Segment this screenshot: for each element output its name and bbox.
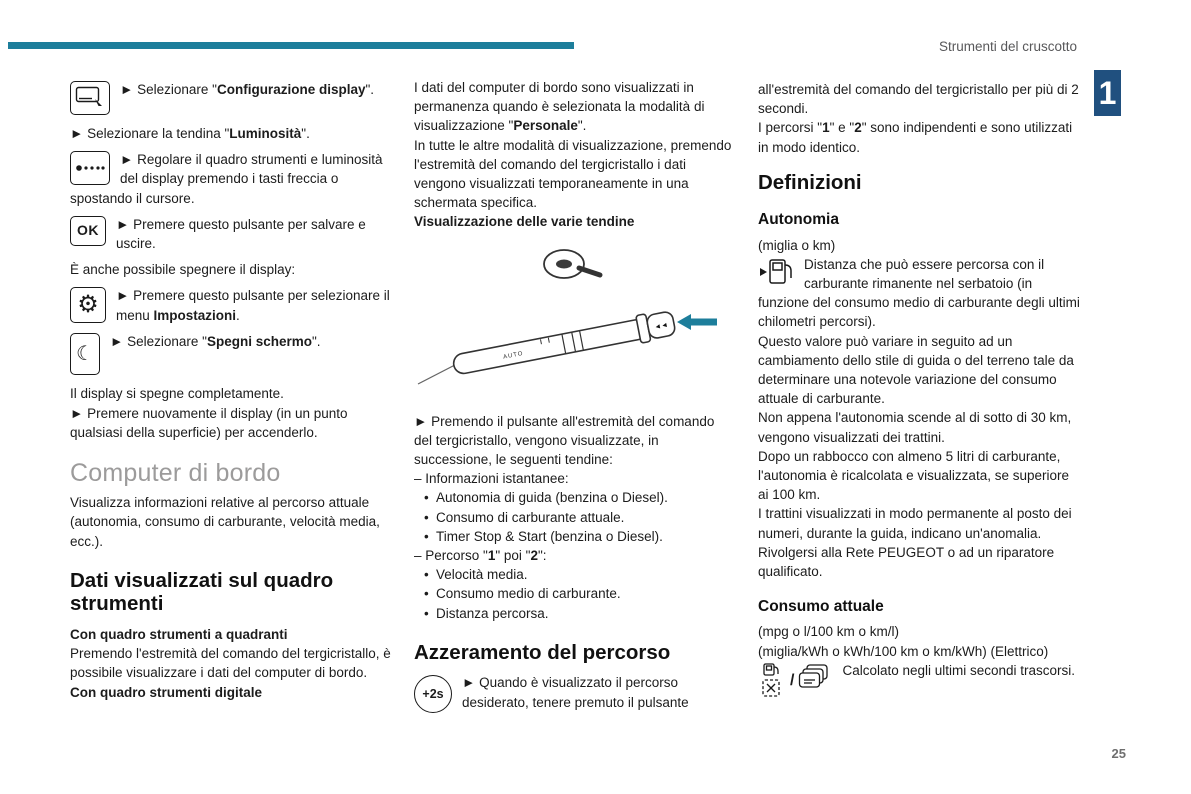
touchscreen-icon bbox=[70, 81, 110, 115]
list-item: • Autonomia di guida (benzina o Diesel). bbox=[414, 488, 736, 507]
body-text: ► Premere nuovamente il display (in un punto qualsiasi della superficie) per accenderlo. bbox=[70, 405, 348, 440]
definition-consumo bbox=[758, 661, 1080, 701]
instruction-text: ► Selezionare la tendina "Luminosità". bbox=[70, 126, 310, 141]
subsection-title-consumo-attuale: Consumo attuale bbox=[758, 598, 884, 616]
list-intro: – Percorso "1" poi "2": bbox=[414, 548, 547, 564]
body-text: ► Premendo il pulsante all'estremità del comando del tergicristallo, vengono visualizzate, in successione, le seguenti tendine: bbox=[414, 413, 715, 468]
consumption-icons bbox=[758, 663, 832, 699]
list-item: • Timer Stop & Start (benzina o Diesel). bbox=[414, 527, 736, 546]
body-text: Non appena l'autonomia scende al di sotto di 30 km, vengono visualizzati dei trattini. bbox=[758, 410, 1072, 445]
list-item: • Consumo medio di carburante. bbox=[414, 584, 736, 603]
fuel-flow-icon bbox=[758, 663, 786, 699]
trip-info-list bbox=[414, 565, 736, 623]
fuel-pump-icon bbox=[758, 256, 794, 288]
body-text: È anche possibile spegnere il display: bbox=[70, 262, 296, 278]
subsection-label: Con quadro strumenti digitale bbox=[70, 684, 263, 700]
energy-flow-icon bbox=[798, 663, 832, 693]
instruction-reset bbox=[414, 673, 736, 715]
slash-separator: / bbox=[790, 672, 795, 690]
wiper-stalk-illustration bbox=[414, 244, 736, 402]
section-title-computer-di-bordo: Computer di bordo bbox=[70, 459, 281, 488]
section-title-dati-visualizzati: Dati visualizzati sul quadro strumenti bbox=[70, 568, 334, 616]
body-text: I trattini visualizzati in modo permanente al posto dei numeri, durante la guida, indicano un'anomalia. bbox=[758, 506, 1072, 541]
wiper-stalk-figure bbox=[414, 244, 736, 402]
chapter-tab: 1 bbox=[1094, 70, 1121, 116]
list-item: • Distanza percorsa. bbox=[414, 604, 736, 623]
instruction-text: ► Selezionare "Spegni schermo". bbox=[110, 334, 321, 350]
moon-icon: ☾ bbox=[70, 333, 100, 375]
instruction-text: ► Premere questo pulsante per salvare e uscire. bbox=[116, 216, 366, 252]
instruction-display-config bbox=[70, 80, 392, 117]
section-title-definizioni: Definizioni bbox=[758, 170, 862, 194]
instruction-settings bbox=[70, 286, 392, 325]
column-center bbox=[414, 78, 736, 722]
stalk-auto-label: AUTO bbox=[502, 350, 525, 361]
instruction-screen-off bbox=[70, 332, 392, 377]
instruction-text: ► Premere questo pulsante per selezionare il menu Impostazioni. bbox=[116, 288, 390, 323]
subsection-title-autonomia: Autonomia bbox=[758, 211, 839, 229]
steering-wheel-icon bbox=[544, 250, 600, 278]
section-title-azzeramento: Azzeramento del percorso bbox=[414, 640, 671, 664]
wiper-stalk bbox=[451, 308, 676, 378]
unit-text: (miglia o km) bbox=[758, 237, 836, 253]
body-text: Rivolgersi alla Rete PEUGEOT o ad un riparatore qualificato. bbox=[758, 544, 1055, 580]
body-text: I percorsi "1" e "2" sono indipendenti e sono utilizzati in modo identico. bbox=[758, 120, 1073, 155]
definition-autonomia bbox=[758, 255, 1080, 332]
unit-text: (mpg o l/100 km o km/l) bbox=[758, 624, 900, 640]
instruction-text: ► Quando è visualizzato il percorso desiderato, tenere premuto il pulsante bbox=[462, 675, 689, 710]
pointer-arrow-icon bbox=[677, 314, 717, 330]
body-text: Visualizza informazioni relative al percorso attuale (autonomia, consumo di carburante, velocità media, ecc.). bbox=[70, 495, 380, 549]
body-text: Il display si spegne completamente. bbox=[70, 386, 284, 402]
header-accent-bar bbox=[8, 42, 574, 49]
stalk-end-button-arrows: ◄◄ bbox=[653, 321, 669, 331]
list-item: • Velocità media. bbox=[414, 565, 736, 584]
body-text: Questo valore può variare in seguito ad un cambiamento dello stile di guida o del terreno tale da determinare una notevole variazione del consumo attuale di carburante. bbox=[758, 333, 1074, 407]
ok-label: OK bbox=[77, 222, 99, 239]
column-left bbox=[70, 80, 392, 702]
body-text: all'estremità del comando del tergicristallo per più di 2 secondi. bbox=[758, 82, 1079, 117]
instruction-brightness bbox=[70, 150, 392, 208]
page-number: 25 bbox=[1111, 746, 1126, 761]
list-intro: – Informazioni istantanee: bbox=[414, 471, 569, 487]
body-text: Dopo un rabbocco con almeno 5 litri di carburante, l'autonomia è ricalcolata e visualizzata, se superiore ai 100 km. bbox=[758, 448, 1069, 503]
hold-2s-icon bbox=[414, 675, 452, 713]
instruction-ok bbox=[70, 215, 392, 253]
instruction-text: ► Selezionare "Configurazione display". bbox=[120, 82, 375, 97]
body-text: I dati del computer di bordo sono visualizzati in permanenza quando è selezionata la modalità di visualizzazione "Personale". bbox=[414, 80, 705, 134]
column-right bbox=[758, 80, 1080, 708]
brightness-cursor-icon bbox=[70, 151, 110, 185]
body-text: Distanza che può essere percorsa con il carburante rimanente nel serbatoio (in funzione del consumo medio di carburante degli ultimi chilometri percorsi). bbox=[758, 256, 1080, 330]
subsection-label: Con quadro strumenti a quadranti bbox=[70, 626, 288, 642]
unit-text: (miglia/kWh o kWh/100 km o km/kWh) (Elettrico) bbox=[758, 643, 1049, 659]
body-text: In tutte le altre modalità di visualizzazione, premendo l'estremità del comando del tergicristallo i dati vengono visualizzati temporaneamente in una schermata specifica. bbox=[414, 137, 732, 211]
instant-info-list bbox=[414, 488, 736, 546]
instruction-text: ► Regolare il quadro strumenti e luminosità del display premendo i tasti freccia o spostando il cursore. bbox=[70, 152, 383, 206]
list-item: • Consumo di carburante attuale. bbox=[414, 508, 736, 527]
body-text: Calcolato negli ultimi secondi trascorsi. bbox=[842, 662, 1076, 678]
subsection-label: Visualizzazione delle varie tendine bbox=[414, 214, 635, 230]
plus-2s-label: +2s bbox=[422, 686, 444, 701]
gear-icon: ⚙ bbox=[70, 287, 106, 323]
running-header: Strumenti del cruscotto bbox=[938, 39, 1077, 54]
body-text: Premendo l'estremità del comando del tergicristallo, è possibile visualizzare i dati del computer di bordo. bbox=[70, 646, 391, 681]
ok-button-icon bbox=[70, 216, 106, 246]
